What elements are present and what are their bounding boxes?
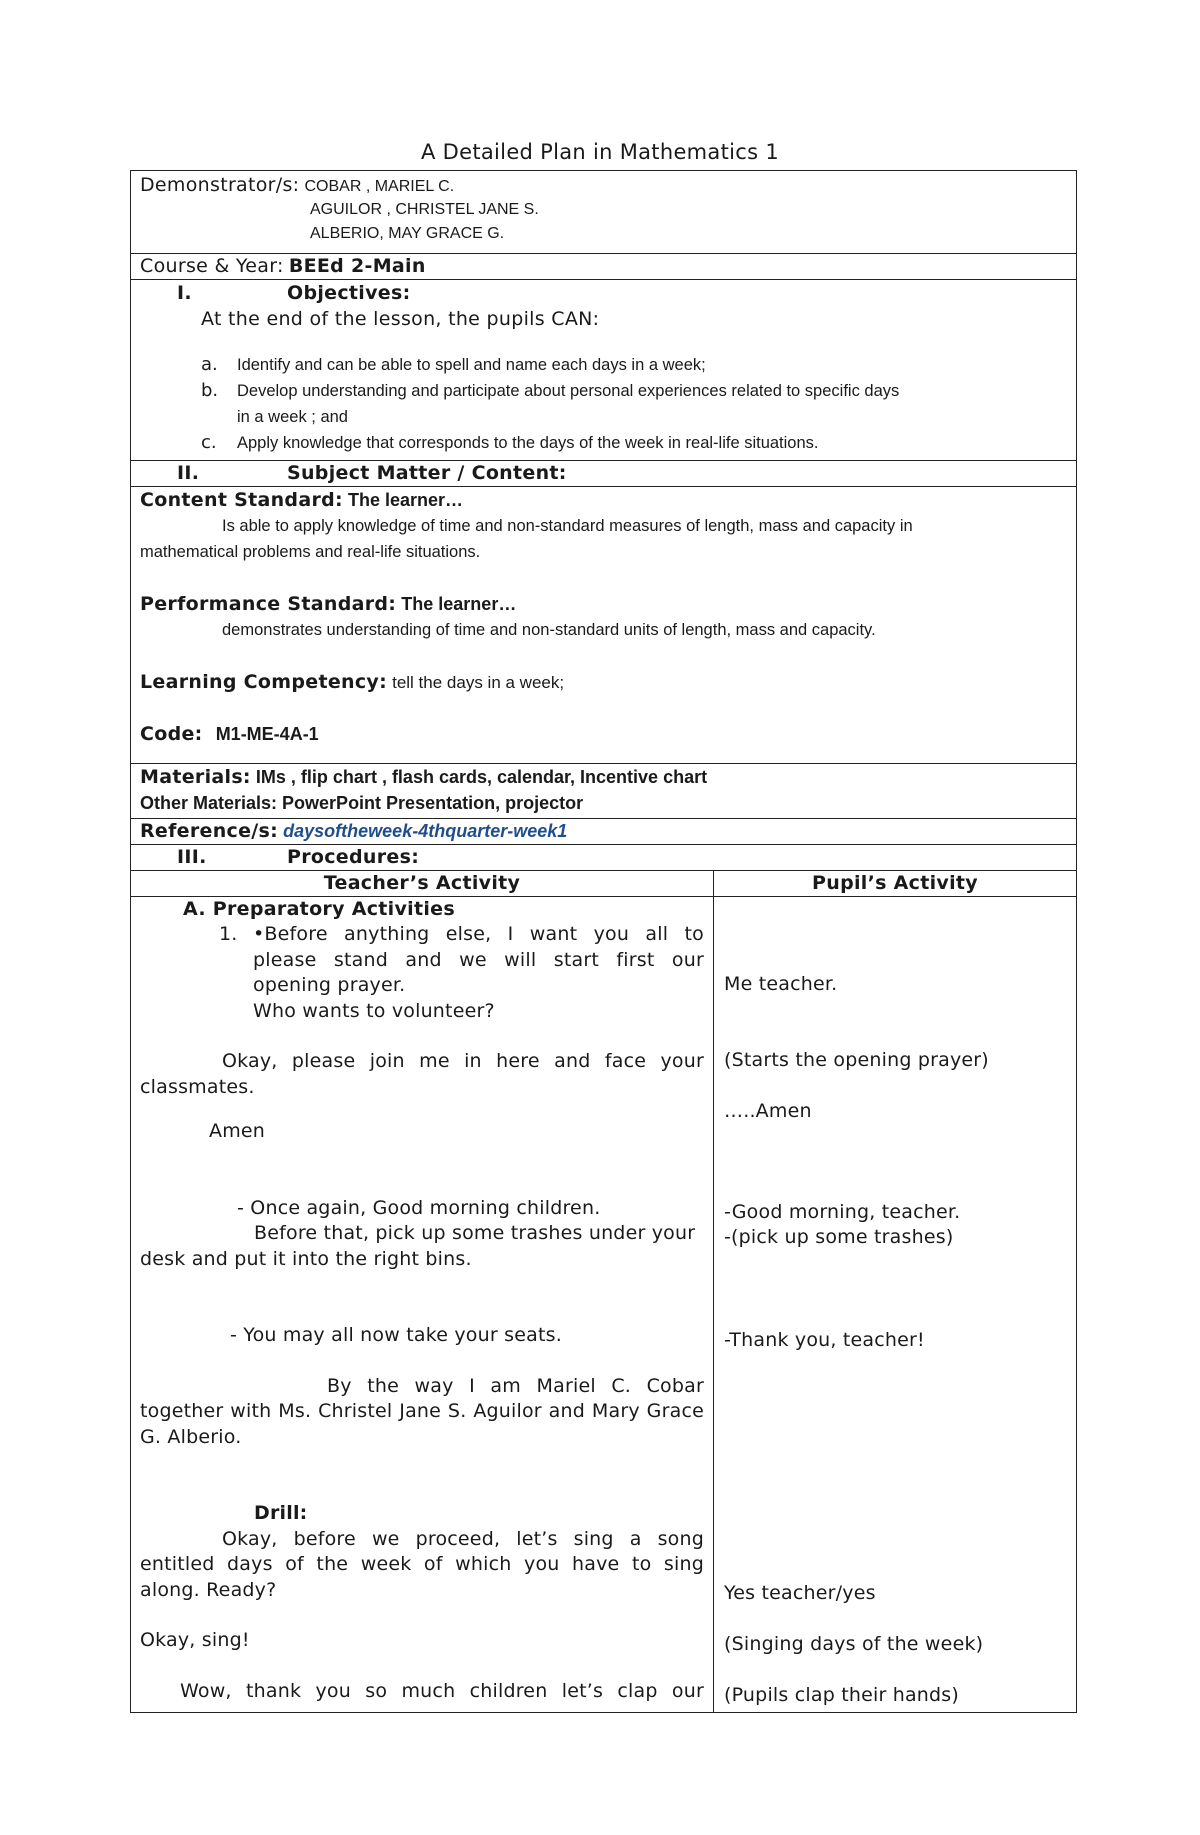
- subject-heading: Subject Matter / Content:: [287, 462, 567, 484]
- code-value: M1-ME-4A-1: [215, 724, 319, 744]
- document-title: A Detailed Plan in Mathematics 1: [421, 140, 779, 164]
- pupil-activity-header: Pupil’s Activity: [812, 872, 978, 894]
- pupil-clap: (Pupils clap their hands): [724, 1684, 960, 1706]
- demonstrators-label: Demonstrator/s:: [140, 174, 300, 196]
- objectives-row: [131, 280, 1077, 461]
- objective-item-a: a. Identify and can be able to spell and name each days in a week;: [177, 352, 1067, 378]
- course-value: BEEd 2-Main: [288, 255, 426, 277]
- teacher-clap: Wow, thank you so much children let’s clap our: [180, 1679, 704, 1702]
- objectives-heading: Objectives:: [287, 282, 411, 304]
- performance-standard-text: demonstrates understanding of time and non-standard units of length, mass and capacity.: [222, 621, 876, 639]
- teacher-seats: - You may all now take your seats.: [230, 1324, 562, 1346]
- teacher-trash: Before that, pick up some trashes under your desk and put it into the right bins.: [140, 1222, 696, 1270]
- materials-label: Materials:: [140, 766, 251, 788]
- demonstrator-name: ALBERIO, MAY GRACE G.: [310, 225, 505, 242]
- other-materials: Other Materials: PowerPoint Presentation, projector: [140, 793, 584, 813]
- content-standard-text-cont: mathematical problems and real-life situations.: [140, 543, 481, 561]
- pupil-thanks: -Thank you, teacher!: [724, 1329, 925, 1351]
- pupil-singing: (Singing days of the week): [724, 1633, 984, 1655]
- subject-matter-row: [131, 461, 1077, 487]
- drill-heading: Drill:: [254, 1502, 308, 1524]
- content-standard-text: Is able to apply knowledge of time and non-standard measures of length, mass and capacity in: [222, 517, 913, 535]
- teacher-sing: Okay, sing!: [140, 1629, 250, 1651]
- teacher-amen: Amen: [209, 1120, 266, 1142]
- materials-value: IMs , flip chart , flash cards, calendar, Incentive chart: [255, 767, 708, 787]
- objective-letter: a.: [201, 354, 218, 375]
- objective-letter: b.: [201, 380, 219, 401]
- teacher-activity-header: Teacher’s Activity: [323, 872, 521, 894]
- activity-row: [131, 897, 1077, 1713]
- pupil-yes: Yes teacher/yes: [724, 1582, 876, 1604]
- performance-standard-lead: The learner…: [401, 594, 517, 614]
- demonstrator-name: AGUILOR , CHRISTEL JANE S.: [310, 201, 539, 218]
- reference-link[interactable]: daysoftheweek-4thquarter-week1: [283, 821, 568, 841]
- teacher-item-1: 1. •Before anything else, I want you all to please stand and we will start first our opening prayer. Who wants to volunteer?: [219, 923, 704, 1022]
- content-standard-label: Content Standard:: [140, 489, 343, 511]
- teacher-morning: - Once again, Good morning children.: [237, 1196, 601, 1219]
- pupil-morning: -Good morning, teacher.: [724, 1201, 961, 1223]
- performance-standard-label: Performance Standard:: [140, 593, 397, 615]
- item-number: 1.: [219, 923, 238, 945]
- procedures-row: [131, 845, 1077, 871]
- procedures-numeral: III.: [177, 846, 207, 868]
- pupil-trash: -(pick up some trashes): [724, 1226, 954, 1248]
- content-standard-lead: The learner…: [348, 490, 464, 510]
- materials-row: [131, 764, 1077, 819]
- objectives-numeral: I.: [177, 282, 192, 304]
- teacher-join-text: Okay, please join me in here and face your classmates.: [140, 1050, 704, 1098]
- objectives-intro: At the end of the lesson, the pupils CAN:: [201, 308, 600, 330]
- standards-row: [131, 487, 1077, 764]
- subject-numeral: II.: [177, 462, 200, 484]
- lesson-plan-table: [130, 170, 1077, 1713]
- course-row: [131, 254, 1077, 280]
- objective-letter: c.: [201, 432, 217, 453]
- objective-item-c: c. Apply knowledge that corresponds to the days of the week in real-life situations.: [177, 430, 1067, 456]
- demonstrator-name: COBAR , MARIEL C.: [304, 178, 455, 195]
- objective-item-b: b. Develop understanding and participate about personal experiences related to specific days: [177, 378, 1067, 404]
- course-label: Course & Year:: [140, 255, 284, 277]
- objective-item-b-cont: in a week ; and: [237, 408, 348, 426]
- reference-row: [131, 819, 1077, 845]
- drill-text: Okay, before we proceed, let’s sing a song entitled days of the week of which you have to sing along. Ready?: [140, 1527, 704, 1601]
- pupil-volunteer: Me teacher.: [724, 973, 838, 995]
- code-label: Code:: [140, 723, 203, 745]
- pupil-prayer: (Starts the opening prayer): [724, 1049, 989, 1071]
- preparatory-activities-heading: A. Preparatory Activities: [183, 898, 455, 920]
- procedures-heading: Procedures:: [287, 846, 420, 868]
- learning-competency-text: tell the days in a week;: [392, 673, 565, 692]
- teacher-introduction: By the way I am Mariel C. Cobar together with Ms. Christel Jane S. Aguilor and Mary Grace G. Alberio.: [140, 1374, 704, 1448]
- pupil-amen: …..Amen: [724, 1100, 812, 1122]
- learning-competency-label: Learning Competency:: [140, 671, 387, 693]
- activity-header-row: [131, 871, 1077, 897]
- reference-label: Reference/s:: [140, 820, 279, 842]
- demonstrators-row: [131, 171, 1077, 254]
